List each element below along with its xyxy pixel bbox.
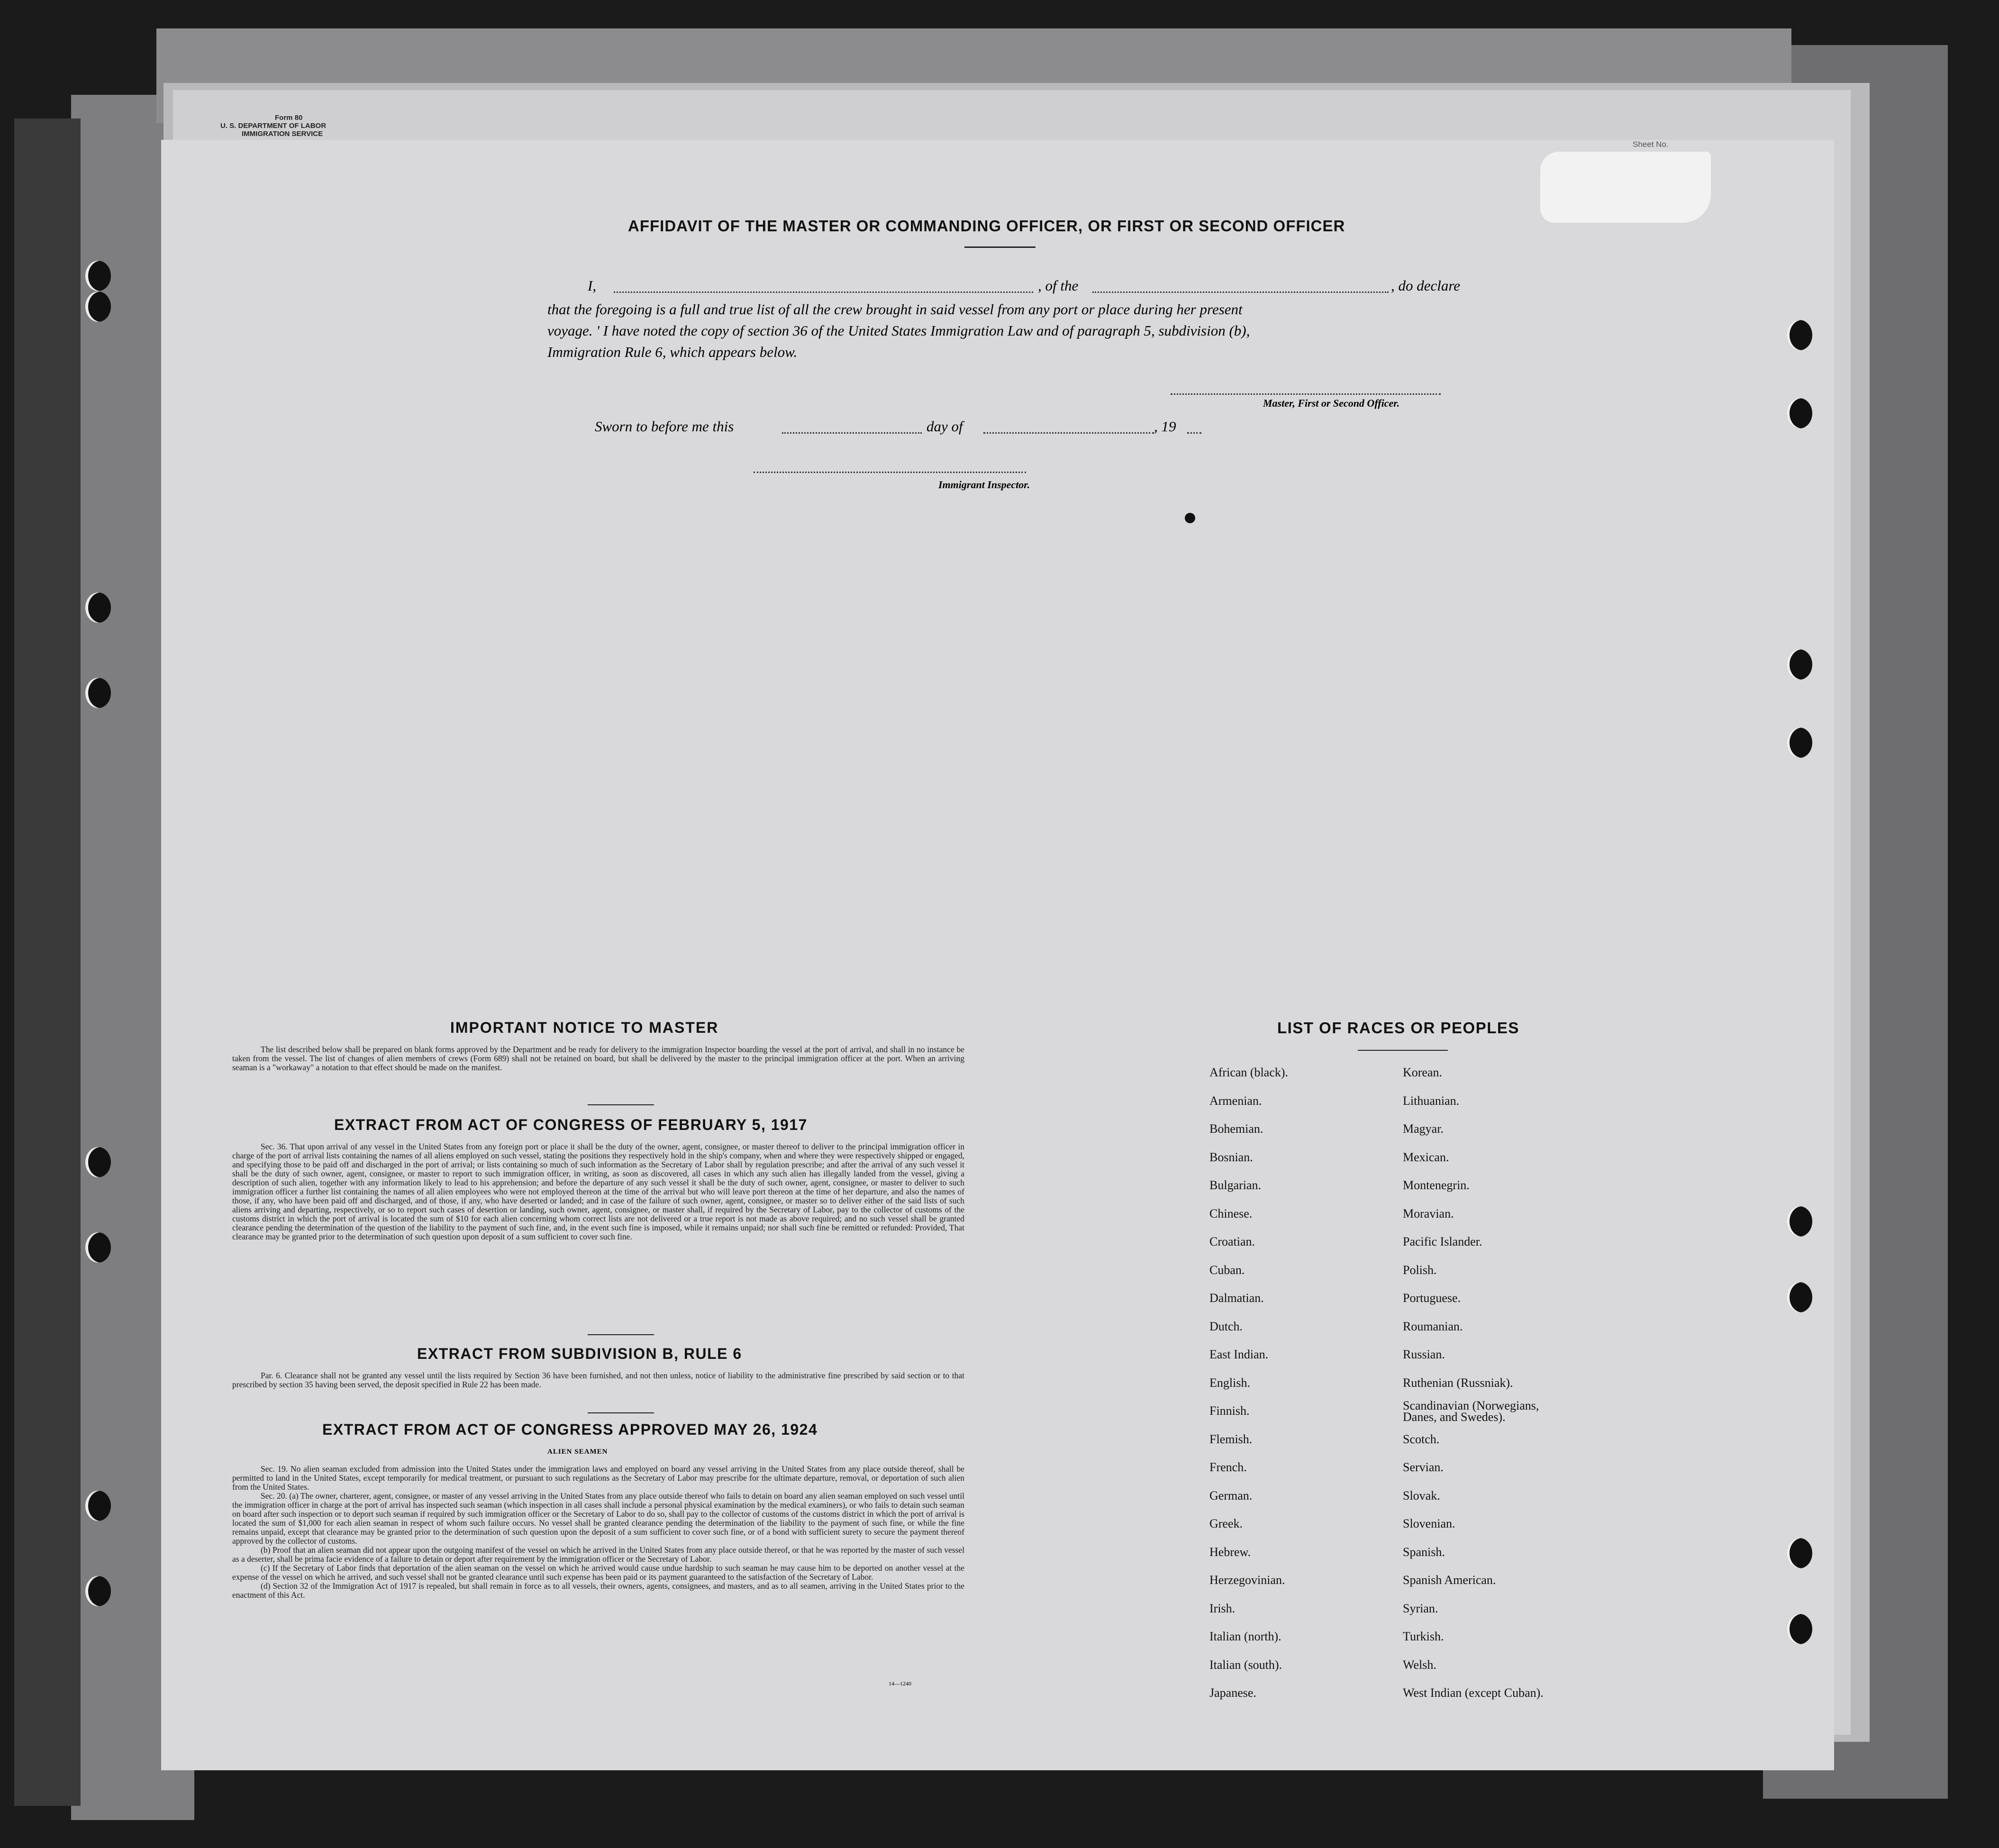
race-item: Slovenian.: [1403, 1517, 1455, 1530]
race-item: Greek.: [1209, 1517, 1243, 1530]
race-item: Hebrew.: [1209, 1545, 1251, 1559]
race-item: German.: [1209, 1488, 1253, 1502]
vessel-name-field[interactable]: [1092, 291, 1389, 293]
sworn-day-field[interactable]: [782, 432, 922, 434]
race-item: Polish.: [1403, 1263, 1437, 1277]
race-item: Servian.: [1403, 1460, 1444, 1474]
form-number: Form 80: [275, 114, 303, 122]
sworn-label: Sworn to before me this: [595, 418, 734, 435]
race-item: Bulgarian.: [1209, 1178, 1262, 1192]
race-item: African (black).: [1209, 1065, 1289, 1079]
year-label: , 19: [1154, 418, 1176, 435]
race-item: Armenian.: [1209, 1093, 1262, 1108]
race-item: West Indian (except Cuban).: [1403, 1686, 1544, 1700]
sec-20a-text: Sec. 20. (a) The owner, charterer, agent, consignee, or master of any vessel arriving in the United States from any place outside thereof who fails to detain on board any alien seaman employed on such vessel until the immigration officer in charge at the port of arrival has inspected such seaman (which inspection in all cases shall include a personal physical examination by the medical examiners), or who fails to detain such seaman on board after such inspection or to deport such seaman if required by such immigration officer or the Secretary of Labor to do so, shall pay to the collector of customs of the customs district in which the port of arrival is located the sum of $1,000 for each alien seaman in respect of whom such failure occurs. No vessel shall be granted clearance pending the determination of the liability to the payment of such fine, or while the fine remains unpaid, except that clearance may be granted prior to the determination of such question upon the deposit of a sum sufficient to cover such fine, or of a bond with sufficient surety to secure the payment thereof approved by the collector of customs.: [232, 1491, 964, 1546]
race-item: Dutch.: [1209, 1319, 1243, 1333]
race-item: Dalmatian.: [1209, 1291, 1264, 1305]
punch-hole: [1787, 398, 1812, 428]
race-item: Welsh.: [1403, 1657, 1436, 1672]
punch-hole: [85, 1147, 111, 1177]
race-item: Flemish.: [1209, 1432, 1253, 1446]
race-item: Irish.: [1209, 1601, 1236, 1615]
affidavit-title: AFFIDAVIT OF THE MASTER OR COMMANDING OFFICER, OR FIRST OR SECOND OFFICER: [628, 217, 1345, 235]
race-item: Scandinavian (Norwegians, Danes, and Swedes).: [1403, 1399, 1539, 1424]
extract-1924-body: [232, 1465, 964, 1600]
race-item: Portuguese.: [1403, 1291, 1461, 1305]
inspector-signature-label: Immigrant Inspector.: [938, 479, 1030, 491]
punch-hole: [1787, 320, 1812, 350]
race-item: Herzegovinian.: [1209, 1573, 1285, 1587]
department-name: U. S. DEPARTMENT OF LABOR: [220, 122, 327, 130]
declarant-i-label: I,: [588, 277, 597, 294]
race-item: Mexican.: [1403, 1150, 1449, 1164]
master-signature-field[interactable]: [1171, 393, 1441, 395]
race-item: Russian.: [1403, 1347, 1445, 1361]
extract-1917-rule: [588, 1334, 654, 1335]
race-item: Montenegrin.: [1403, 1178, 1470, 1192]
race-item: Moravian.: [1403, 1206, 1454, 1220]
punch-hole: [1787, 1282, 1812, 1312]
race-item: Roumanian.: [1403, 1319, 1463, 1333]
of-the-label: , of the: [1038, 277, 1079, 294]
declaration-line-2: that the foregoing is a full and true list of all the crew brought in said vessel from any port or place during her present: [547, 301, 1243, 318]
form-header: [220, 114, 326, 138]
race-item: Finnish.: [1209, 1404, 1250, 1418]
inspector-signature-field[interactable]: [754, 472, 1026, 473]
race-item: Spanish.: [1403, 1545, 1445, 1559]
race-item: Italian (north).: [1209, 1630, 1281, 1643]
race-item: Japanese.: [1209, 1686, 1256, 1700]
extract-rule6-body: Par. 6. Clearance shall not be granted any vessel until the lists required by Section 36 have been furnished, and not then unless, notice of liability to the administrative fine prescribed by said section or to that prescribed by section 35 having been served, the deposit specified in Rule 22 has been made.: [232, 1371, 964, 1389]
sec-20c-text: (c) If the Secretary of Labor finds that deportation of the alien seaman on the vessel on which he arrived would cause undue hardship to such seaman he may cause him to be deported on another vessel at the expense of the vessel on which he arrived, and such vessel shall not be granted clearance until such expense has been paid or its payment guaranteed to the satisfaction of the Secretary of Labor.: [232, 1563, 964, 1582]
punch-hole: [85, 291, 111, 322]
race-item: Syrian.: [1403, 1601, 1438, 1615]
race-item: Bosnian.: [1209, 1150, 1253, 1164]
extract-rule6-title: EXTRACT FROM SUBDIVISION B, RULE 6: [417, 1345, 742, 1362]
notice-rule: [588, 1104, 654, 1105]
punch-hole: [85, 678, 111, 708]
sec-20b-text: (b) Proof that an alien seaman did not appear upon the outgoing manifest of the vessel on which he arrived in the United States from any place outside thereof, or that he was reported by the master of such vessel as a deserter, shall be prima facie evidence of a failure to detain or deport after requirement by the immigration officer or the Secretary of Labor.: [232, 1545, 964, 1564]
sec-20d-text: (d) Section 32 of the Immigration Act of 1917 is repealed, but shall remain in force as to all vessels, their owners, agents, consignees, and masters, and as to all seamen, arriving in the United States prior to the enactment of this Act.: [232, 1581, 964, 1600]
race-item: Turkish.: [1403, 1630, 1444, 1643]
race-item: Italian (south).: [1209, 1657, 1282, 1672]
race-item: Ruthenian (Russniak).: [1403, 1375, 1513, 1390]
punch-hole: [85, 1491, 111, 1521]
race-item: Croatian.: [1209, 1235, 1255, 1248]
race-item: French.: [1209, 1460, 1247, 1474]
punch-hole: [85, 1576, 111, 1606]
punch-hole: [85, 592, 111, 623]
extract-rule6-rule: [588, 1412, 654, 1413]
extract-1924-title: EXTRACT FROM ACT OF CONGRESS APPROVED MAY 26, 1924: [322, 1421, 818, 1438]
do-declare-label: , do declare: [1391, 277, 1461, 294]
races-title-rule: [1358, 1050, 1448, 1051]
extract-1917-title: EXTRACT FROM ACT OF CONGRESS OF FEBRUARY 5, 1917: [334, 1116, 808, 1133]
notice-body: The list described below shall be prepared on blank forms approved by the Department and be ready for delivery to the immigration Inspector boarding the vessel at the port of arrival, and shall in no instance be taken from the vessel. The list of changes of alien members of crews (Form 689) shall not be retained on board, but shall be delivered by the master to the principal immigration officer at the port. When an arriving seaman is a "workaway" a notation to that effect should be made on the manifest.: [232, 1045, 964, 1072]
day-of-label: day of: [927, 418, 963, 435]
punch-hole: [1787, 1206, 1812, 1237]
sworn-year-field[interactable]: [1187, 432, 1201, 434]
punch-hole: [1787, 1538, 1812, 1568]
race-item: English.: [1209, 1375, 1250, 1390]
service-name: IMMIGRATION SERVICE: [242, 130, 323, 138]
race-item: Cuban.: [1209, 1263, 1245, 1277]
punch-hole: [85, 1232, 111, 1263]
punch-hole: [1787, 649, 1812, 680]
affidavit-title-rule: [964, 246, 1036, 248]
race-item: Lithuanian.: [1403, 1093, 1460, 1108]
race-item: Slovak.: [1403, 1488, 1440, 1502]
print-code: 14—1240: [889, 1680, 911, 1687]
race-item: Bohemian.: [1209, 1122, 1263, 1136]
race-item: East Indian.: [1209, 1347, 1269, 1361]
back-sheet-left-edge: [14, 118, 81, 1806]
sheet-number-label: Sheet No.: [1633, 140, 1669, 149]
alien-seamen-subtitle: ALIEN SEAMEN: [547, 1448, 608, 1456]
race-item: Chinese.: [1209, 1206, 1253, 1220]
race-item: Spanish American.: [1403, 1573, 1496, 1587]
declaration-line-3: voyage. ' I have noted the copy of section 36 of the United States Immigration Law and of paragraph 5, subdivision (b),: [547, 322, 1250, 339]
race-item: Magyar.: [1403, 1122, 1444, 1136]
master-signature-label: Master, First or Second Officer.: [1263, 397, 1400, 409]
race-item: Korean.: [1403, 1065, 1443, 1079]
race-item: Scotch.: [1403, 1432, 1440, 1446]
declaration-line-4: Immigration Rule 6, which appears below.: [547, 344, 798, 360]
torn-corner: [1540, 152, 1711, 223]
ink-spot: [1185, 513, 1195, 523]
extract-1917-body: Sec. 36. That upon arrival of any vessel in the United States from any foreign port or place it shall be the duty of the owner, agent, consignee, or master thereof to deliver to the principal immigration officer in charge of the port of arrival lists containing the names of all aliens employed on such vessel, stating the positions they respectively hold in the ship's company, when and where they were respectively shipped or engaged, and specifying those to be paid off and discharged in the port of arrival; or lists containing so much of such information as the Secretary of Labor shall by regulation prescribe; and after the arrival of any such vessel it shall be the duty of such owner, agent, consignee, or master to report to such immigration officer, in writing, as soon as discovered, all cases in which any such alien has illegally landed from the vessel, giving a description of such alien, together with any information likely to lead to his apprehension; and before the departure of any such vessel it shall be the duty of such owner, agent, consignee, or master to deliver to such immigration officer a further list containing the names of all alien employees who were not employed thereon at the time of the arrival but who will leave port thereon at the time of her departure, and also the names of those, if any, who have been paid off and discharged, and of those, if any, who have deserted or landed; and in case of the failure of such owner, agent, consignee, or master so to deliver either of the said lists of such aliens arriving and departing, respectively, or so to report such cases of desertion or landing, such owner, agent, consignee, or master shall, if required by the Secretary of Labor, pay to the collector of customs of the customs district in which the port of arrival is located the sum of $10 for each alien concerning whom correct lists are not delivered or a true report is not made as above required; and no such vessel shall be granted clearance pending the determination of the question of the liability to the payment of such fine, and, in the event such fine is imposed, while it remains unpaid; nor shall such fine be remitted or refunded: Provided, That clearance may be granted prior to the determination of such question upon deposit of a sum sufficient to cover such fine.: [232, 1142, 964, 1241]
declarant-name-field[interactable]: [614, 291, 1033, 293]
punch-hole: [1787, 1614, 1812, 1644]
race-item: Pacific Islander.: [1403, 1235, 1482, 1248]
sworn-month-field[interactable]: [983, 432, 1154, 434]
punch-hole: [1787, 728, 1812, 758]
sec-19-text: Sec. 19. No alien seaman excluded from admission into the United States under the immigration laws and employed on board any vessel arriving in the United States from any place outside thereof, shall be permitted to land in the United States, except temporarily for medical treatment, or pursuant to such regulations as the Secretary of Labor may prescribe for the ultimate departure, removal, or deportation of such alien from the United States.: [232, 1464, 964, 1492]
punch-hole: [85, 261, 111, 291]
notice-title: IMPORTANT NOTICE TO MASTER: [450, 1019, 719, 1036]
races-title: LIST OF RACES OR PEOPLES: [1277, 1019, 1519, 1037]
